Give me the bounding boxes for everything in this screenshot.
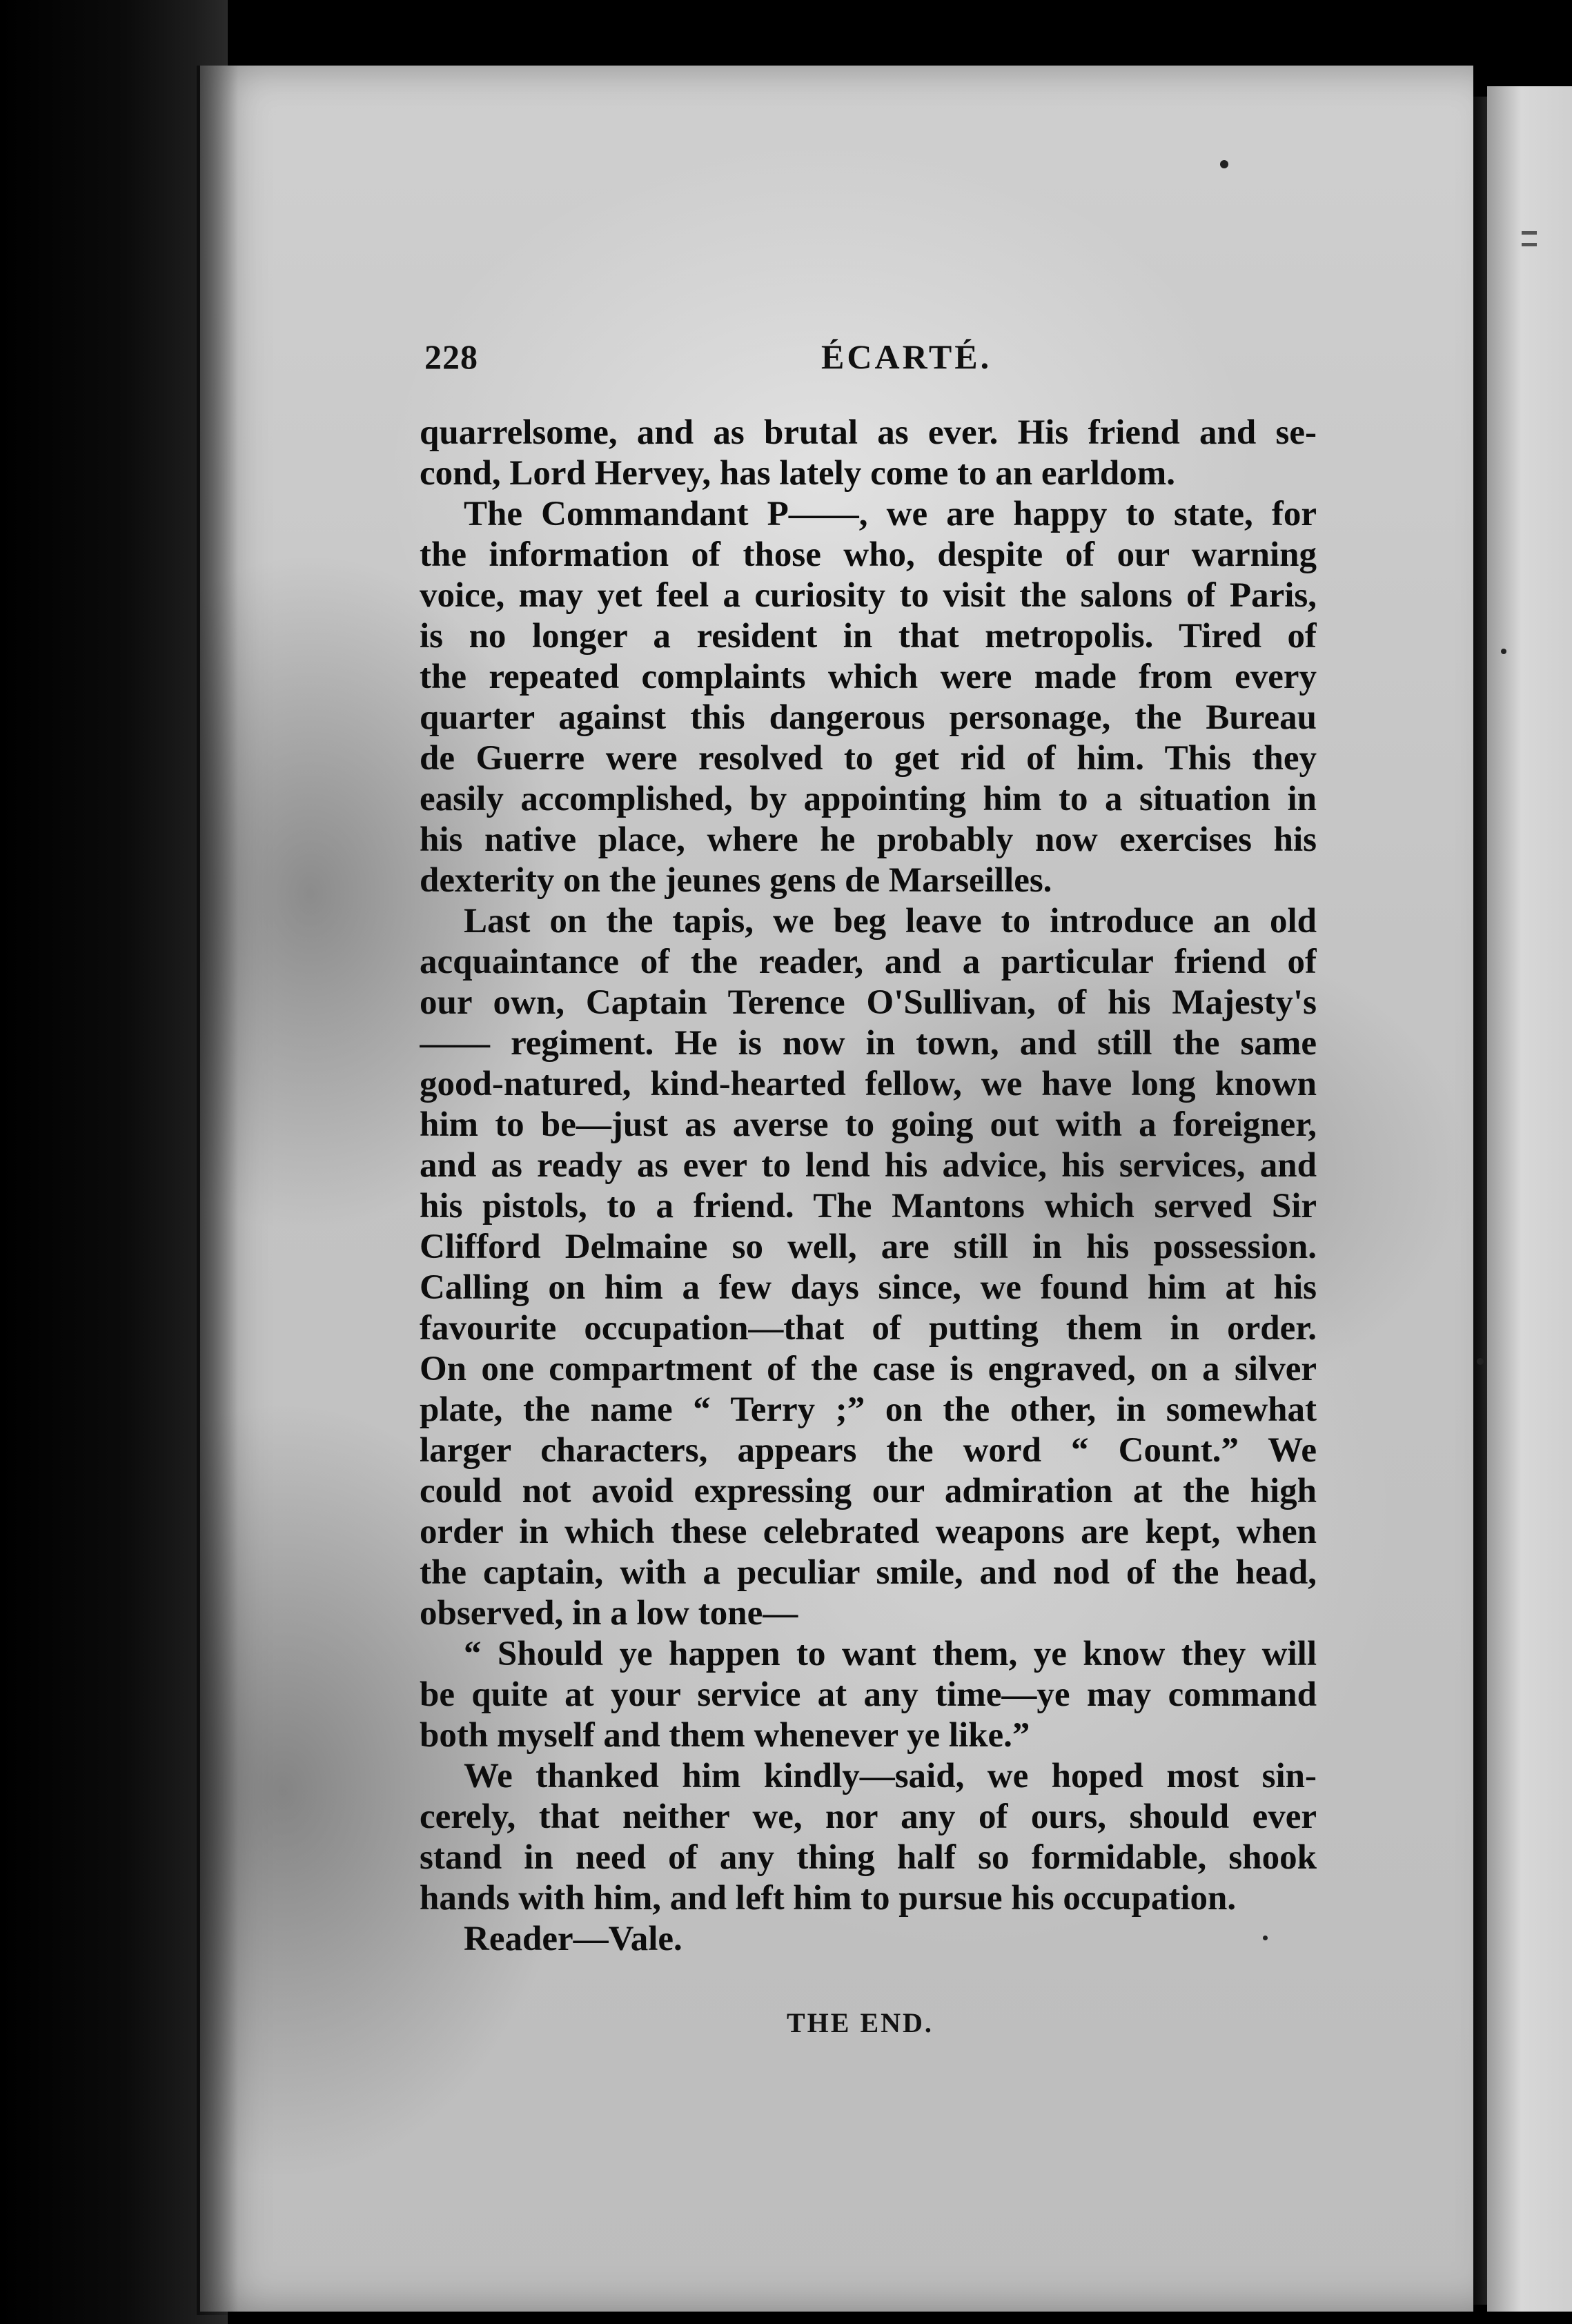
facing-page-mark — [1522, 243, 1537, 246]
text-line: Clifford Delmaine so well, are still in his possession. — [420, 1228, 1317, 1266]
text-line: is no longer a resident in that metropolis. Tired of — [420, 617, 1317, 656]
text-line: our own, Captain Terence O'Sullivan, of his Majesty's — [420, 983, 1317, 1022]
text-line: Calling on him a few days since, we found him at his — [420, 1268, 1317, 1307]
text-line: his native place, where he probably now exercises his — [420, 820, 1317, 859]
ink-speck — [1220, 160, 1228, 168]
ink-speck — [1501, 649, 1506, 654]
text-line: cond, Lord Hervey, has lately come to an earldom. — [420, 454, 1175, 493]
running-head: ÉCARTÉ. — [821, 337, 992, 376]
text-line: dexterity on the jeunes gens de Marseilles. — [420, 861, 1052, 900]
text-line: quarrelsome, and as brutal as ever. His friend and se- — [420, 413, 1317, 452]
page-shadow — [197, 66, 238, 2315]
text-line: voice, may yet feel a curiosity to visit the salons of Paris, — [420, 576, 1317, 615]
text-line: acquaintance of the reader, and a particular friend of — [420, 943, 1317, 981]
text-line: him to be—just as averse to going out with a foreigner, — [420, 1105, 1317, 1144]
body-text — [420, 413, 1317, 1960]
text-line: his pistols, to a friend. The Mantons which served Sir — [420, 1187, 1317, 1225]
end-mark: THE END. — [787, 2007, 934, 2038]
facing-page-mark — [1522, 231, 1537, 235]
text-line: stand in need of any thing half so formidable, shook — [420, 1838, 1317, 1877]
text-line: The Commandant P——, we are happy to state, for — [464, 495, 1317, 533]
text-line: We thanked him kindly—said, we hoped most sin- — [464, 1757, 1317, 1795]
text-line: cerely, that neither we, nor any of ours, should ever — [420, 1798, 1317, 1836]
text-line: On one compartment of the case is engraved, on a silver — [420, 1350, 1317, 1388]
text-line: larger characters, appears the word “ Count.” We — [420, 1431, 1317, 1470]
text-line: favourite occupation—that of putting them in order. — [420, 1309, 1317, 1348]
text-line: observed, in a low tone— — [420, 1594, 798, 1633]
text-line: de Guerre were resolved to get rid of him. This they — [420, 739, 1317, 778]
text-line: the captain, with a peculiar smile, and nod of the head, — [420, 1553, 1317, 1592]
book-binding — [0, 0, 228, 2324]
page-header — [424, 337, 1322, 385]
text-line: could not avoid expressing our admiration at the high — [420, 1472, 1317, 1510]
text-line: order in which these celebrated weapons are kept, when — [420, 1513, 1317, 1551]
text-line: Reader—Vale. — [464, 1920, 682, 1958]
facing-page-edge — [1487, 86, 1572, 2312]
text-line: —— regiment. He is now in town, and still the same — [420, 1024, 1317, 1063]
text-line: “ Should ye happen to want them, ye know they will — [464, 1635, 1317, 1673]
text-line: be quite at your service at any time—ye may command — [420, 1675, 1317, 1714]
text-line: the information of those who, despite of our warning — [420, 535, 1317, 574]
text-line: quarter against this dangerous personage, the Bureau — [420, 698, 1317, 737]
text-line: and as ready as ever to lend his advice, his services, and — [420, 1146, 1317, 1185]
page-number: 228 — [424, 337, 478, 376]
text-line: Last on the tapis, we beg leave to introduce an old — [464, 902, 1317, 941]
ink-speck — [1477, 1358, 1484, 1365]
text-line: good-natured, kind-hearted fellow, we have long known — [420, 1065, 1317, 1103]
text-line: hands with him, and left him to pursue his occupation. — [420, 1879, 1237, 1918]
text-line: both myself and them whenever ye like.” — [420, 1716, 1030, 1755]
text-line: easily accomplished, by appointing him to a situation in — [420, 780, 1317, 818]
text-line: the repeated complaints which were made from every — [420, 658, 1317, 696]
text-line: plate, the name “ Terry ;” on the other, in somewhat — [420, 1390, 1317, 1429]
